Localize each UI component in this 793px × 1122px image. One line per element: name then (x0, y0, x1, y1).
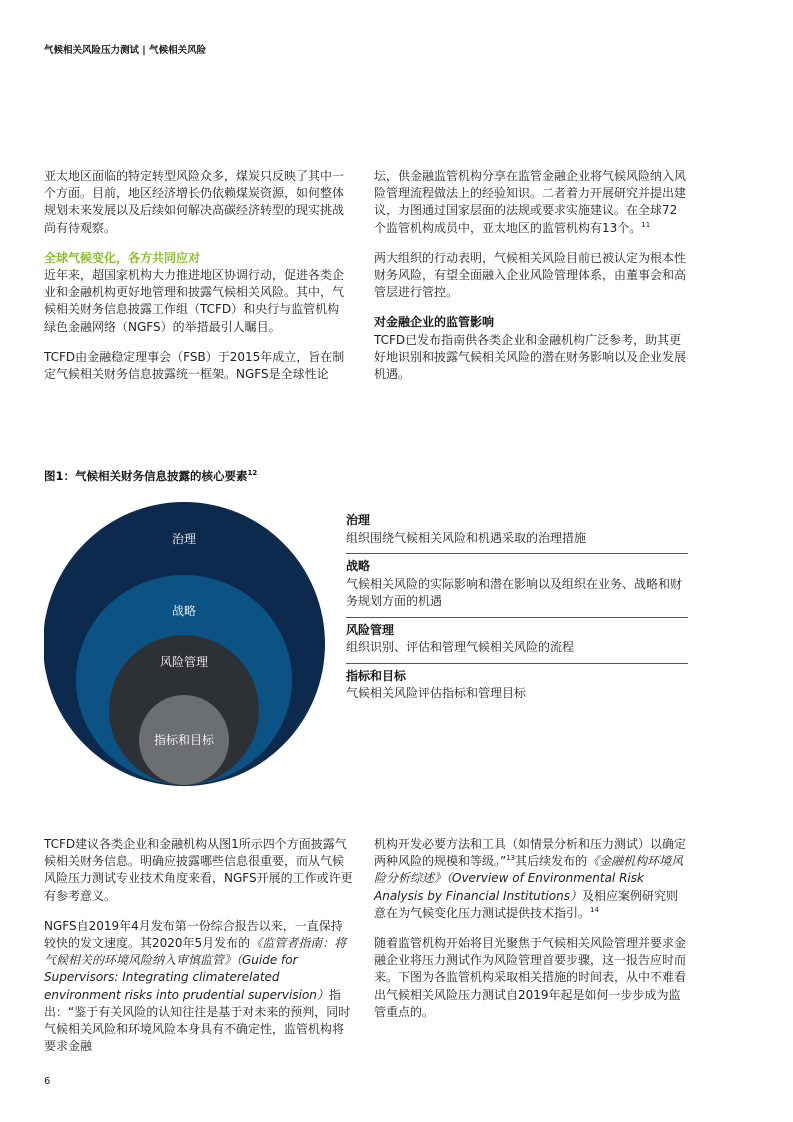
top-left-column (44, 168, 350, 396)
figure-title: 图1：气候相关财务信息披露的核心要素$^{12}$ (44, 469, 258, 483)
figure-legend (346, 508, 688, 709)
section-heading-global: 全球气候变化，各方共同应对 (44, 250, 201, 265)
paragraph: TCFD由金融稳定理事会（FSB）于2015年成立，旨在制定气候相关财务信息披露统一框架。NGFS是全球性论 (44, 349, 345, 382)
footnote-ref: 12 (247, 469, 258, 478)
legend-desc: 组织围绕气候相关风险和机遇采取的治理措施 (346, 530, 587, 545)
publication-title: 《金融机构环境风险分析综述》（Overview of Environmental Risk Analysis by Financial Institutions） (374, 854, 684, 903)
legend-title: 战略 (346, 559, 371, 573)
legend-title: 指标和目标 (346, 668, 407, 683)
paragraph: 亚太地区面临的特定转型风险众多，煤炭只反映了其中一个方面。目前，地区经济增长仍依赖煤炭资源，如何整体规划未来发展以及后续如何解决高碳经济转型的现实挑战尚有待观察。 (44, 169, 345, 235)
section-heading-regulatory: 对金融企业的监管影响 (374, 315, 495, 330)
label-metrics-targets: 指标和目标 (153, 733, 215, 747)
legend-title: 治理 (346, 513, 371, 527)
paragraph: 机构开发必要方法和工具（如情景分析和压力测试）以确定两种风险的规模和等级。”$^{13}$其后续发布的《金融机构环境风险分析综述》（Overview of Environmental Risk Analysis by Financial Institutions）及相应案例研究则意在为气候变化压力测试提供技术指引。$^{14}$ (374, 837, 687, 920)
paragraph (44, 250, 350, 336)
legend-desc: 组织识别、评估和管理气候相关风险的流程 (346, 640, 575, 654)
legend-item-governance (346, 508, 688, 553)
legend-desc: 气候相关风险评估指标和管理目标 (346, 686, 527, 700)
legend-item-metrics-targets (346, 663, 688, 709)
paragraph: 随着监管机构开始将目光聚焦于气候相关风险管理并要求金融企业将压力测试作为风险管理首要步骤，这一报告应时而来。下图为各监管机构采取相关措施的时间表，从中不难看出气候相关风险压力测试自2019年起是如何一步步成为监管重点的。 (374, 936, 687, 1019)
footnote-ref: 14 (590, 905, 599, 914)
paragraph: 两大组织的行动表明，气候相关风险目前已被认定为根本性财务风险，有望全面融入企业风险管理体系，由董事会和高管层进行管控。 (374, 250, 687, 300)
bottom-left-column (44, 836, 354, 1068)
paragraph-text: 近年来，超国家机构大力推进地区协调行动，促进各类企业和金融机构更好地管理和披露气候相关风险。其中，气候相关财务信息披露工作组（TCFD）和央行与监管机构绿色金融网络（NGFS）的举措最引人瞩目。 (44, 268, 345, 334)
top-right-column (374, 168, 686, 396)
legend-item-risk-management (346, 617, 688, 663)
legend-item-strategy (346, 553, 688, 617)
paragraph: TCFD建议各类企业和金融机构从图1所示四个方面披露气候相关财务信息。明确应披露哪些信息很重要，而从气候风险压力测试专业技术角度来看，NGFS开展的工作或许更有参考意义。 (44, 837, 353, 903)
paragraph: NGFS自2019年4月发布第一份综合报告以来，一直保持较快的发文速度。其2020年5月发布的《监管者指南：将气候相关的环境风险纳入审慎监管》（Guide for Supervisors: Integrating climaterelated environment risks into prudential supervision）指出：“鉴于有关风险的认知往往是基于对未来的预判，同时气候相关风险和环境风险本身具有不确定性，监管机构将要求金融 (44, 918, 351, 1054)
label-governance: 治理 (171, 532, 197, 546)
publication-title: 《监管者指南：将气候相关的环境风险纳入审慎监管》（Guide for Supervisors: Integrating climaterelated environment risks into prudential supervision） (44, 936, 347, 1002)
paragraph-text: TCFD已发布指南供各类企业和金融机构广泛参考，助其更好地识别和披露气候相关风险的潜在财务影响以及企业发展机遇。 (374, 332, 687, 382)
page-number: 6 (44, 1076, 51, 1087)
paragraph (374, 314, 686, 383)
footnote-ref: 13 (506, 854, 516, 863)
legend-desc: 气候相关风险的实际影响和潜在影响以及组织在业务、战略和财务规划方面的机遇 (346, 576, 683, 608)
core-elements-diagram (44, 498, 334, 798)
footnote-ref: 11 (641, 220, 651, 229)
bottom-right-column (374, 836, 686, 1034)
paragraph-text: 坛，供金融监管机构分享在监管金融企业将气候风险纳入风险管理流程做法上的经验知识。二者着力开展研究并提出建议，力图通过国家层面的法规或要求实施建议。在全球72个监管机构成员中，亚太地区的监管机构有13个。 (374, 169, 687, 235)
legend-title: 风险管理 (346, 622, 395, 637)
label-strategy: 战略 (171, 604, 197, 618)
breadcrumb: 气候相关风险压力测试 | 气候相关风险 (44, 45, 207, 56)
label-risk-management: 风险管理 (159, 655, 209, 669)
paragraph (374, 168, 686, 237)
